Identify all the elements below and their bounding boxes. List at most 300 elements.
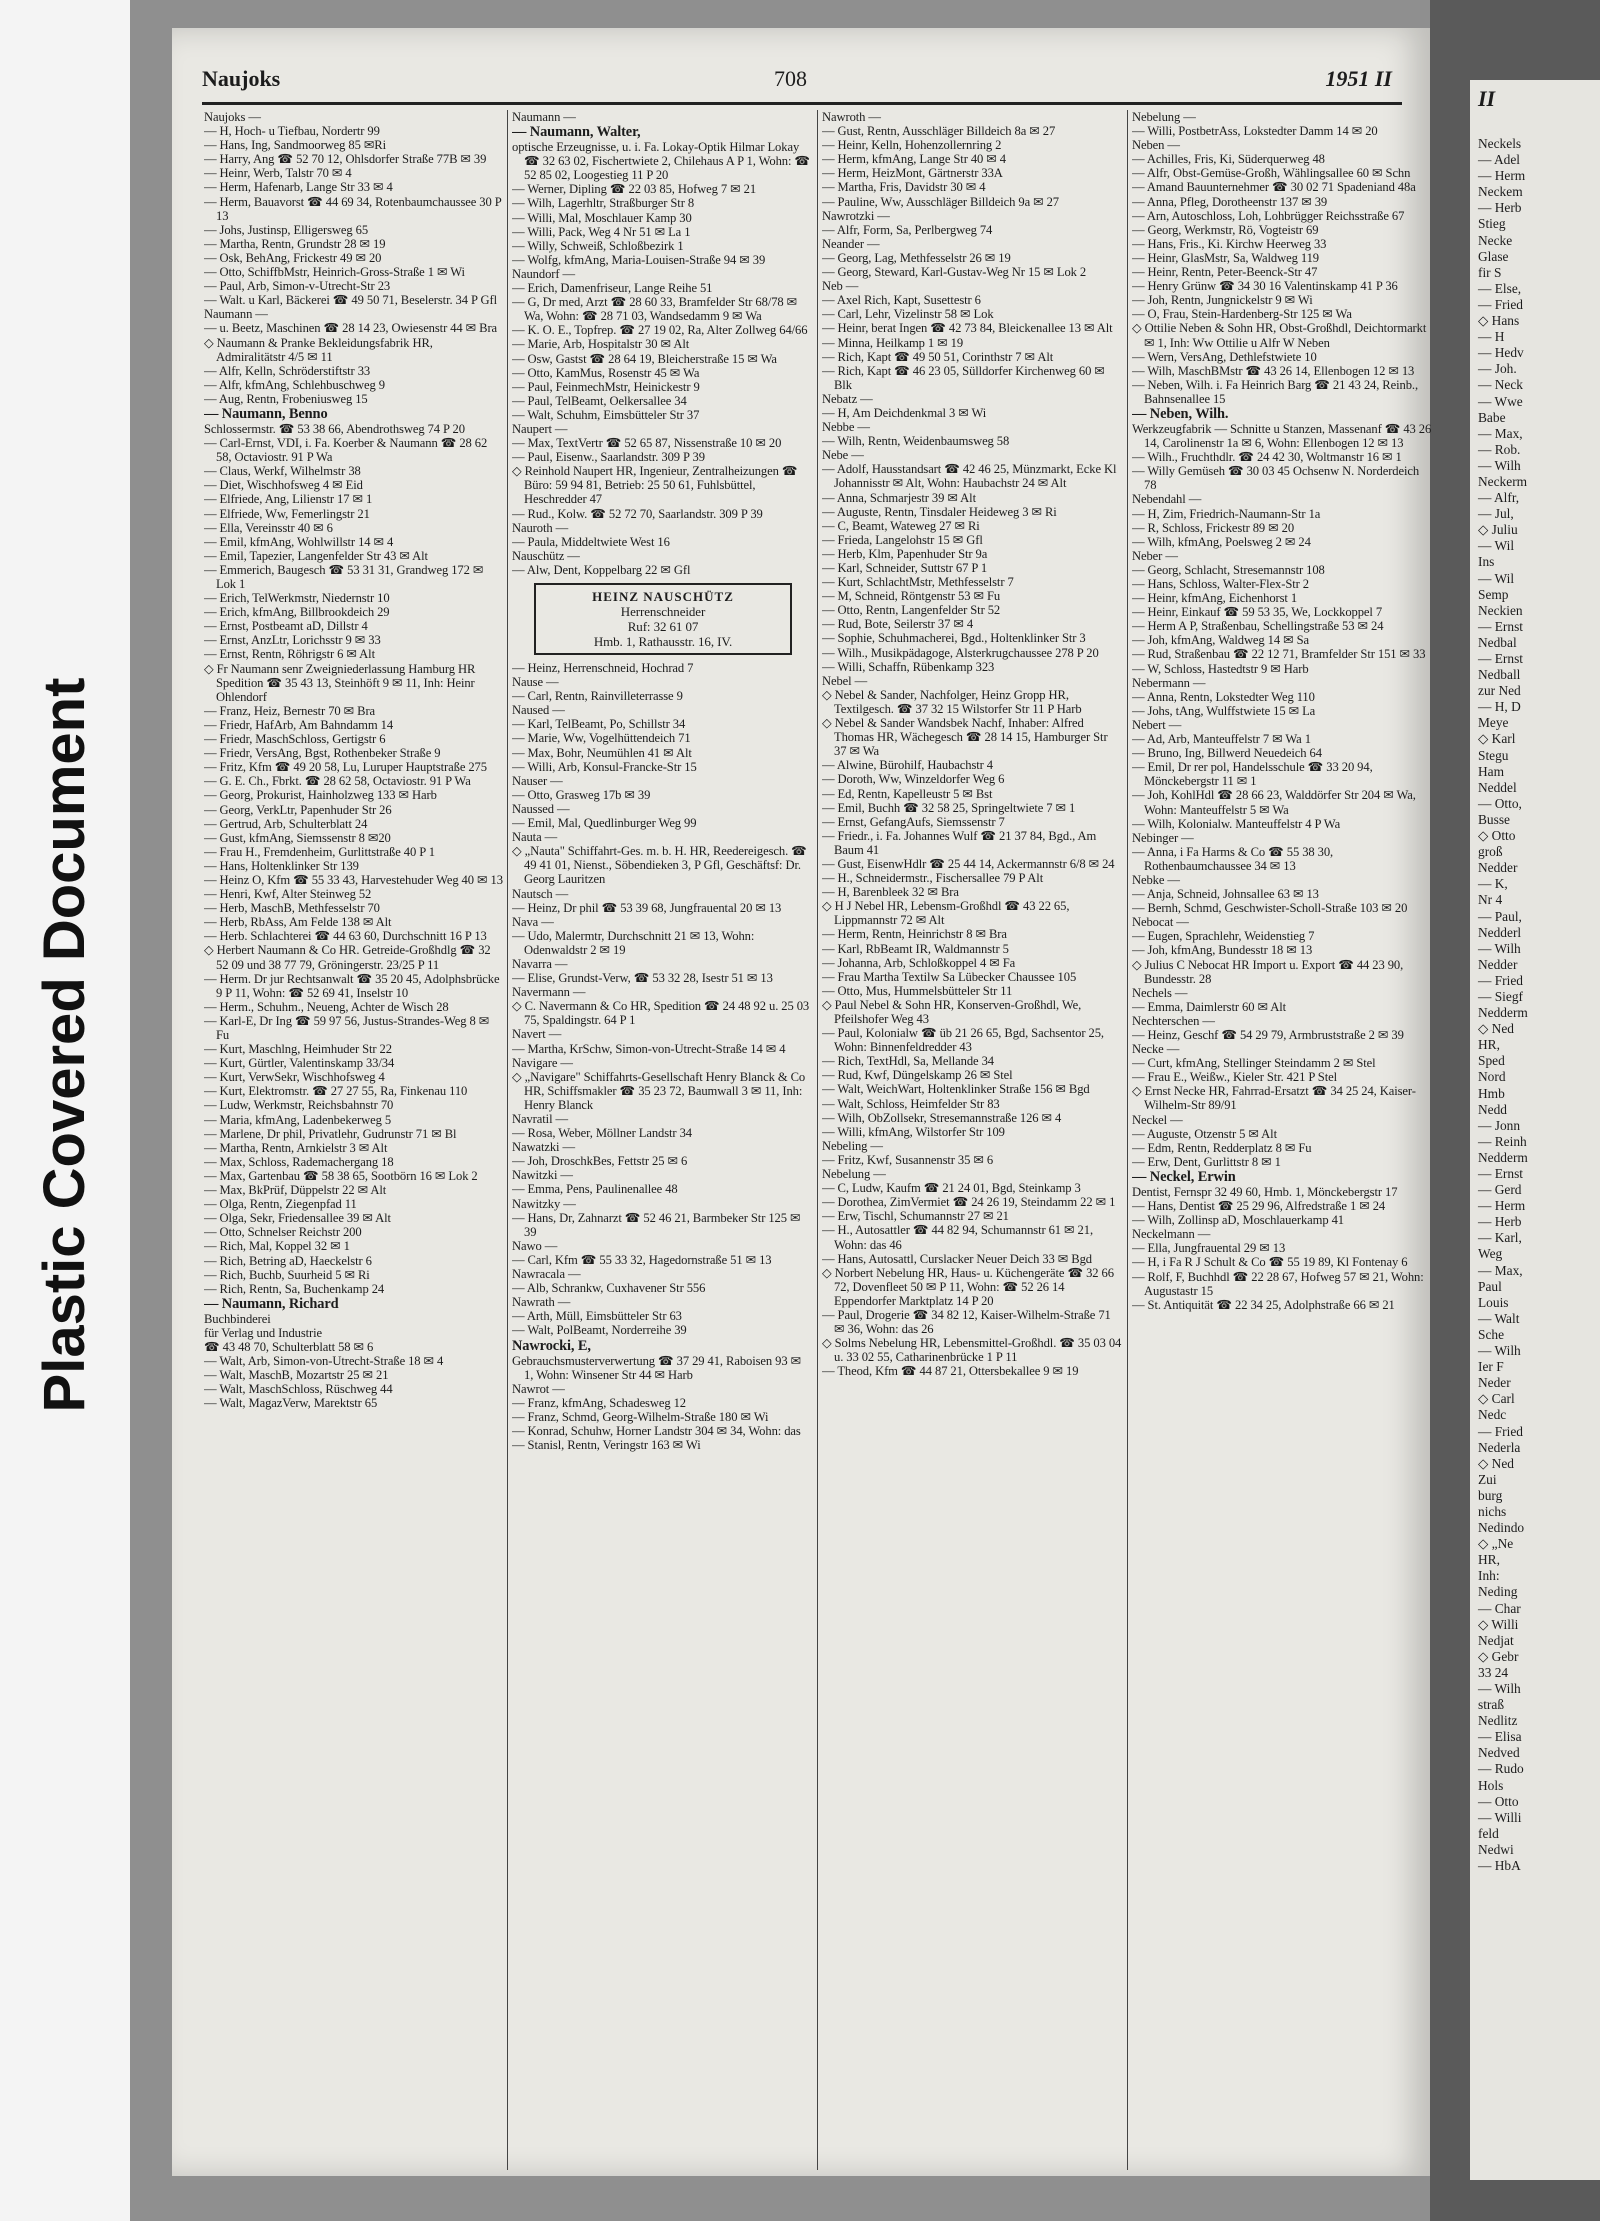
next-page-line: ◇ Ned xyxy=(1478,1021,1514,1037)
directory-entry: — Wilh, Rentn, Weidenbaumsweg 58 xyxy=(822,434,1010,449)
directory-entry: — Ella, Jungfrauental 29 ✉ 13 xyxy=(1132,1241,1286,1256)
directory-entry: — H, Zim, Friedrich-Naumann-Str 1a xyxy=(1132,506,1321,521)
column-divider xyxy=(817,110,818,2170)
directory-entry: — Kurt, Maschlng, Heimhuder Str 22 xyxy=(204,1042,392,1057)
surname-heading: Nechterschen — xyxy=(1132,1013,1215,1028)
surname-heading: Nawrath — xyxy=(512,1295,571,1310)
directory-entry: — Anna, Schmarjestr 39 ✉ Alt xyxy=(822,490,976,505)
next-page-line: — Ernst xyxy=(1478,618,1524,634)
next-page-line: — Ernst xyxy=(1478,651,1524,666)
directory-entry: — Heinz, Dr phil ☎ 53 39 68, Jungfrauental 20 ✉ 13 xyxy=(512,900,782,915)
header-rule xyxy=(202,102,1402,105)
next-page-line: Stegu xyxy=(1478,747,1509,763)
next-page-line: — Max, xyxy=(1478,1262,1523,1278)
directory-entry: — Willy Gemüseh ☎ 30 03 45 Ochsenw N. Norderdeich 78 xyxy=(1132,464,1420,493)
surname-heading: Nauta — xyxy=(512,830,558,845)
next-page-line: Paul xyxy=(1478,1278,1502,1294)
next-page-fragment xyxy=(1470,80,1600,2180)
directory-entry: — Rich, Betring aD, Haeckelstr 6 xyxy=(204,1253,372,1268)
directory-entry: — Martha, Rentn, Arnkielstr 3 ✉ Alt xyxy=(204,1140,388,1155)
next-page-line: — Fried xyxy=(1478,972,1524,988)
directory-entry: — Bernh, Schmd, Geschwister-Scholl-Straße 103 ✉ 20 xyxy=(1132,901,1408,916)
column-divider xyxy=(507,110,508,2170)
directory-entry: — Osk, BehAng, Frickestr 49 ✉ 20 xyxy=(204,250,382,265)
directory-entry: — Alwine, Bürohilf, Haubachstr 4 xyxy=(822,758,993,773)
directory-entry: — H, Am Deichdenkmal 3 ✉ Wi xyxy=(822,405,987,420)
directory-entry: — Joh, Rentn, Jungnickelstr 9 ✉ Wi xyxy=(1132,293,1313,308)
directory-entry: — Emil, Tapezier, Langenfelder Str 43 ✉ Alt xyxy=(204,548,428,563)
directory-entry: — Olga, Sekr, Friedensallee 39 ✉ Alt xyxy=(204,1211,391,1226)
surname-heading: Navigare — xyxy=(512,1055,573,1070)
next-page-line: — Willi xyxy=(1478,1809,1522,1825)
directory-entry: — Willi, PostbetrAss, Lokstedter Damm 14 ✉ 20 xyxy=(1132,124,1378,139)
directory-entry: — Ad, Arb, Manteuffelstr 7 ✉ Wa 1 xyxy=(1132,732,1311,747)
directory-entry: — Ed, Rentn, Kapelleustr 5 ✉ Bst xyxy=(822,786,993,801)
directory-entry: — Rich, Kapt ☎ 46 23 05, Sülldorfer Kirchenweg 60 ✉ Blk xyxy=(822,363,1105,392)
next-page-line: Neckels xyxy=(1478,136,1522,151)
directory-entry: — Emil, Dr rer pol, Handelsschule ☎ 33 20 94, Mönckebergstr 11 ✉ 1 xyxy=(1132,760,1373,789)
directory-entry: — Sophie, Schuhmacherei, Bgd., Holtenklinker Str 3 xyxy=(822,631,1086,646)
directory-entry: — Willi, Schaffn, Rübenkamp 323 xyxy=(822,659,995,674)
directory-entry: — Otto, KamMus, Rosenstr 45 ✉ Wa xyxy=(512,365,700,380)
directory-entry: — Georg, VerkLtr, Papenhuder Str 26 xyxy=(204,802,392,817)
directory-entry: — Herm, Rentn, Heinrichstr 8 ✉ Bra xyxy=(822,927,1007,942)
next-page-line: — Wilh xyxy=(1478,940,1521,956)
directory-entry: ◇ Solms Nebelung HR, Lebensmittel-Großhdl. ☎ 35 03 04 u. 33 02 55, Catharinenbrücke 1 P 11 xyxy=(822,1336,1122,1365)
directory-entry: — Herm A P, Straßenbau, Schellingstraße 53 ✉ 24 xyxy=(1132,619,1384,634)
directory-entry: — Hans, Dentist ☎ 25 29 96, Alfredstraße 1 ✉ 24 xyxy=(1132,1199,1386,1214)
directory-entry: — Franz, kfmAng, Schadesweg 12 xyxy=(512,1395,686,1410)
directory-entry: — Rich, TextHdl, Sa, Mellande 34 xyxy=(822,1054,994,1069)
surname-heading: Nebelung — xyxy=(822,1167,886,1182)
directory-entry: — Martha, KrSchw, Simon-von-Utrecht-Straße 14 ✉ 4 xyxy=(512,1041,786,1056)
next-page-line: — Herm xyxy=(1478,168,1526,184)
next-page-line: Ins xyxy=(1478,554,1495,570)
next-page-line: Busse xyxy=(1478,811,1510,827)
directory-entry: — Udo, Malermtr, Durchschnitt 21 ✉ 13, Wohn: Odenwaldstr 2 ✉ 19 xyxy=(512,928,755,957)
next-page-line: Babe xyxy=(1478,409,1506,425)
directory-entry: — Carl, Kfm ☎ 55 33 32, Hagedornstraße 51 ✉ 13 xyxy=(512,1252,772,1267)
directory-entry: — Max, Schloss, Rademachergang 18 xyxy=(204,1154,394,1169)
directory-entry: — Paul, Eisenw., Saarlandstr. 309 P 39 xyxy=(512,450,705,465)
next-page-line: Nedderm xyxy=(1478,1005,1528,1021)
surname-heading: Nause — xyxy=(512,675,559,690)
directory-entry: — Paul, Kolonialw ☎ üb 21 26 65, Bgd, Sachsentor 25, Wohn: Binnenfeldredder 43 xyxy=(822,1026,1104,1055)
surname-heading: Nechels — xyxy=(1132,985,1188,1000)
directory-entry: — Willy, Schweiß, Schloßbezirk 1 xyxy=(512,238,684,253)
next-page-line: — Elisa xyxy=(1478,1729,1522,1745)
directory-entry: — Otto, SchiffbMstr, Heinrich-Gross-Straße 1 ✉ Wi xyxy=(204,265,465,280)
directory-entry: — Walt, PolBeamt, Norderreihe 39 xyxy=(512,1323,687,1338)
directory-entry: — Konrad, Schuhw, Horner Landstr 304 ✉ 34, Wohn: das xyxy=(512,1423,801,1438)
next-page-line: — Max, xyxy=(1478,425,1523,441)
directory-entry: — Otto, Rentn, Langenfelder Str 52 xyxy=(822,603,1001,618)
directory-entry: — Marie, Arb, Hospitalstr 30 ✉ Alt xyxy=(512,337,690,352)
directory-entry: — Werner, Dipling ☎ 22 03 85, Hofweg 7 ✉ 21 xyxy=(512,182,757,197)
directory-entry: — Emil, Buchh ☎ 32 58 25, Springeltwiete 7 ✉ 1 xyxy=(822,800,1076,815)
directory-entry: — Johs, tAng, Wulffstwiete 15 ✉ La xyxy=(1132,703,1316,718)
next-page-line: Ham xyxy=(1478,763,1505,779)
directory-entry: — Max, Bohr, Neumühlen 41 ✉ Alt xyxy=(512,745,692,760)
advertisement-line: Herrenschneider xyxy=(620,604,706,619)
directory-entry: — Walt, MaschSchloss, Rüschweg 44 xyxy=(204,1382,393,1397)
directory-entry: — Kurt, Gürtler, Valentinskamp 33/34 xyxy=(204,1056,395,1071)
directory-entry: — Walt, Schuhm, Eimsbütteler Str 37 xyxy=(512,407,700,422)
header-name: Naujoks xyxy=(202,66,281,91)
next-page-line: Inh: xyxy=(1478,1568,1500,1584)
directory-entry: — Joh, kfmAng, Bundesstr 18 ✉ 13 xyxy=(1132,943,1313,958)
surname-heading: Navermann — xyxy=(512,985,586,1000)
directory-entry: — Arn, Autoschloss, Loh, Lohbrügger Reichsstraße 67 xyxy=(1132,208,1405,223)
directory-entry: — Wolfg, kfmAng, Maria-Louisen-Straße 94 ✉ 39 xyxy=(512,252,766,267)
directory-entry: — Friedr, HafArb, Am Bahndamm 14 xyxy=(204,717,394,732)
directory-entry: — Elfriede, Ww, Femerlingstr 21 xyxy=(204,506,370,521)
next-page-text xyxy=(1478,136,1600,1874)
directory-entry: — Hans, Schloss, Walter-Flex-Str 2 xyxy=(1132,577,1309,591)
next-page-header: II xyxy=(1478,86,1496,111)
directory-entry: — Aug, Rentn, Frobeniusweg 15 xyxy=(204,391,368,406)
next-page-line: — Fried xyxy=(1478,1423,1524,1439)
directory-entry: — Curt, kfmAng, Stellinger Steindamm 2 ✉ Stel xyxy=(1132,1056,1376,1071)
directory-entry: — Max, Gartenbau ☎ 58 38 65, Sootbörn 16 ✉ Lok 2 xyxy=(204,1168,478,1183)
next-page-line: ◇ „Ne xyxy=(1478,1536,1514,1552)
directory-entry: — Frieda, Langelohstr 15 ✉ Gfl xyxy=(822,532,983,547)
directory-entry: — Georg, Werkmstr, Rö, Vogteistr 69 xyxy=(1132,222,1319,237)
directory-entry: optische Erzeugnisse, u. i. Fa. Lokay-Optik Hilmar Lokay ☎ 32 63 02, Fischertwiete 2, Chilehaus A P 1, Wohn: ☎ 52 85 02, Loogestieg 11 P 20 xyxy=(512,140,811,183)
surname-heading: Nautsch — xyxy=(512,886,569,901)
directory-entry: — Rich, Mal, Koppel 32 ✉ 1 xyxy=(204,1239,350,1254)
advertisement-line: Ruf: 32 61 07 xyxy=(627,619,699,634)
directory-entry: — Walt, Schloss, Heimfelder Str 83 xyxy=(822,1096,1000,1111)
next-page-line: Nedlitz xyxy=(1478,1713,1518,1729)
surname-heading: Naujoks — xyxy=(204,110,261,124)
directory-entry: — Kurt, SchlachtMstr, Methfesselstr 7 xyxy=(822,575,1014,590)
directory-entry: — Carl-Ernst, VDI, i. Fa. Koerber & Naumann ☎ 28 62 58, Octaviostr. 91 P Wa xyxy=(204,436,488,465)
surname-heading: Nawrotzki — xyxy=(822,208,890,223)
next-page-line: — Char xyxy=(1478,1600,1521,1616)
directory-entry: — Heinr, kfmAng, Eichenhorst 1 xyxy=(1132,591,1298,606)
next-page-line: Nord xyxy=(1478,1069,1506,1085)
directory-entry: — Alfr, Kelln, Schröderstiftstr 33 xyxy=(204,363,371,378)
directory-entry: — Kurt, VerwSekr, Wischhofsweg 4 xyxy=(204,1070,385,1085)
directory-entry: — Walt, WeichWart, Holtenklinker Straße 156 ✉ Bgd xyxy=(822,1082,1090,1097)
directory-entry: — H., Schneidermstr., Fischersallee 79 P Alt xyxy=(822,871,1044,886)
directory-page xyxy=(172,28,1430,2176)
directory-entry: — Anna, Rentn, Lokstedter Weg 110 xyxy=(1132,689,1315,704)
directory-entry: ◇ „Nauta" Schiffahrt-Ges. m. b. H. HR, Reedereigesch. ☎ 49 41 01, Nienst., Söbendieken 3, P Gfl, Geschäftsf: Dr. Georg Lauritzen xyxy=(512,844,807,887)
next-page-line: — Wwe xyxy=(1478,393,1523,409)
directory-entry: — Hans, Ing, Sandmoorweg 85 ✉Ri xyxy=(204,138,387,153)
directory-entry: — Herb, RbAss, Am Felde 138 ✉ Alt xyxy=(204,915,392,930)
next-page-line: zur Ned xyxy=(1478,683,1521,699)
directory-entry: — Stanisl, Rentn, Veringstr 163 ✉ Wi xyxy=(512,1438,701,1453)
directory-entry: — Naumann, Walter, xyxy=(512,124,641,141)
next-page-line: Ier F xyxy=(1478,1359,1504,1375)
directory-entry: — Bruno, Ing, Billwerd Neuedeich 64 xyxy=(1132,746,1322,761)
directory-entry: — Ernst, AnzLtr, Lorichsstr 9 ✉ 33 xyxy=(204,633,381,648)
directory-entry: — Henri, Kwf, Alter Steinweg 52 xyxy=(204,887,372,902)
directory-entry: — Walt, MaschB, Mozartstr 25 ✉ 21 xyxy=(204,1368,389,1383)
directory-entry: — Amand Bauunternehmer ☎ 30 02 71 Spadeniand 48a xyxy=(1132,180,1416,195)
directory-entry: — Alfr, Form, Sa, Perlbergweg 74 xyxy=(822,222,993,237)
directory-entry: ◇ Nebel & Sander, Nachfolger, Heinz Gropp HR, Textilgesch. ☎ 37 32 15 Wilstorfer Str 11 P Harb xyxy=(822,687,1082,716)
directory-entry: — Gertrud, Arb, Schulterblatt 24 xyxy=(204,816,368,831)
directory-entry: — Herm, HeizMont, Gärtnerstr 33A xyxy=(822,166,1003,181)
next-page-line: ◇ Gebr xyxy=(1478,1648,1519,1664)
directory-entry: — u. Beetz, Maschinen ☎ 28 14 23, Owiesenstr 44 ✉ Bra xyxy=(204,321,498,336)
next-page-line: Neddel xyxy=(1478,779,1517,795)
next-page-line: ◇ Juliu xyxy=(1478,522,1518,538)
directory-entry: — Maria, kfmAng, Ladenbekerweg 5 xyxy=(204,1112,392,1127)
next-page-line: Nedjat xyxy=(1478,1632,1514,1648)
directory-entry: — Henry Grünw ☎ 34 30 16 Valentinskamp 41 P 36 xyxy=(1132,279,1398,294)
directory-entry: — Erw, Tischl, Schumannstr 27 ✉ 21 xyxy=(822,1209,1009,1224)
directory-entry: — C, Ludw, Kaufm ☎ 21 24 01, Bgd, Steinkamp 3 xyxy=(822,1181,1081,1196)
directory-entry: — O, Frau, Stein-Hardenberg-Str 125 ✉ Wa xyxy=(1132,307,1352,322)
directory-entry: — Neben, Wilh. xyxy=(1132,405,1229,422)
directory-entry: — Max, BkPrüf, Düppelstr 22 ✉ Alt xyxy=(204,1183,387,1198)
directory-entry: — Alb, Schrankw, Cuxhavener Str 556 xyxy=(512,1281,706,1296)
directory-entry: — Otto, Grasweg 17b ✉ 39 xyxy=(512,787,651,802)
next-page-line: — HbA xyxy=(1478,1858,1521,1874)
directory-entry: — Herm., Schuhm., Neueng, Achter de Wisch 28 xyxy=(204,999,449,1014)
directory-entry: — Hans, Autosattl, Curslacker Neuer Deich 33 ✉ Bgd xyxy=(822,1251,1092,1266)
directory-entry: — Georg, Prokurist, Hainholzweg 133 ✉ Harb xyxy=(204,788,437,803)
next-page-line: — Ernst xyxy=(1478,1166,1524,1181)
directory-entry: — Erw, Dent, Gurlittstr 8 ✉ 1 xyxy=(1132,1154,1281,1169)
surname-heading: Nebatz — xyxy=(822,391,873,406)
directory-entry: — Max, TextVertr ☎ 52 65 87, Nissenstraße 10 ✉ 20 xyxy=(512,436,782,451)
directory-entry: — Carl, Lehr, Vizelinstr 58 ✉ Lok xyxy=(822,307,994,322)
next-page-line: — Wil xyxy=(1478,570,1515,586)
next-page-line: — Paul, xyxy=(1478,908,1522,924)
directory-entry: — Karl, RbBeamt IR, Waldmannstr 5 xyxy=(822,941,1009,956)
directory-entry: — Neben, Wilh. i. Fa Heinrich Barg ☎ 21 43 24, Reinb., Bahnsenallee 15 xyxy=(1132,377,1418,406)
directory-entry: — Frau E., Weißw., Kieler Str. 421 P Stel xyxy=(1132,1070,1337,1085)
surname-heading: Nebermann — xyxy=(1132,675,1206,690)
directory-entry: — Heinz, Herrenschneid, Hochrad 7 xyxy=(512,661,694,675)
directory-entry: — Georg, Schlacht, Stresemannstr 108 xyxy=(1132,562,1325,577)
directory-entry: — Wilh, Zollinsp aD, Moschlauerkamp 41 xyxy=(1132,1213,1344,1228)
directory-entry: — Gust, EisenwHdlr ☎ 25 44 14, Ackermannstr 6/8 ✉ 24 xyxy=(822,856,1115,871)
directory-entry: — Heinz, Geschf ☎ 54 29 79, Armbruststraße 2 ✉ 39 xyxy=(1132,1028,1404,1042)
directory-entry: Nawrocki, E, xyxy=(512,1337,591,1354)
directory-entry: — Ernst, GefangAufs, Siemssenstr 7 xyxy=(822,814,1005,829)
directory-entry: — Karl-E, Dr Ing ☎ 59 97 56, Justus-Strandes-Weg 8 ✉ Fu xyxy=(204,1013,490,1042)
directory-entry: — Wern, VersAng, Dethlefstwiete 10 xyxy=(1132,349,1317,364)
directory-entry: — Marlene, Dr phil, Privatlehr, Gudrunstr 71 ✉ Bl xyxy=(204,1126,457,1141)
next-page-line: — Neck xyxy=(1478,377,1523,393)
surname-heading: Nawracala — xyxy=(512,1267,581,1282)
next-page-line: Nedc xyxy=(1478,1407,1507,1423)
next-page-line: — Wilh xyxy=(1478,1343,1521,1359)
surname-heading: Nebeling — xyxy=(822,1138,883,1153)
next-page-line: Zui xyxy=(1478,1471,1497,1487)
directory-entry: — Ella, Vereinsstr 40 ✉ 6 xyxy=(204,520,333,535)
directory-entry: — H, i Fa R J Schult & Co ☎ 55 19 89, Kl Fontenay 6 xyxy=(1132,1255,1408,1270)
directory-entry: — Rich, Rentn, Sa, Buchenkamp 24 xyxy=(204,1281,385,1296)
next-page-line: — Wilh xyxy=(1478,457,1521,473)
directory-entry: — Alfr, Obst-Gemüse-Großh, Wählingsallee 60 ✉ Schn xyxy=(1132,166,1411,181)
directory-entry: — Heinr, GlasMstr, Sa, Waldweg 119 xyxy=(1132,250,1319,265)
directory-entry: — Paul, Arb, Simon-v-Utrecht-Str 23 xyxy=(204,279,391,294)
directory-entry: — Wilh., Musikpädagoge, Alsterkrugchaussee 278 P 20 xyxy=(822,645,1099,660)
directory-entry: — Karl, Schneider, Suttstr 67 P 1 xyxy=(822,561,988,575)
next-page-line: Nedder xyxy=(1478,860,1518,876)
next-page-line: — Herb xyxy=(1478,200,1522,216)
surname-heading: Nawatzki — xyxy=(512,1140,575,1155)
directory-entry: — Otto, Mus, Hummelsbütteler Str 11 xyxy=(822,983,1013,998)
directory-entry: Gebrauchsmusterverwertung ☎ 37 29 41, Raboisen 93 ✉ 1, Wohn: Winsener Str 44 ✉ Harb xyxy=(512,1353,802,1382)
directory-entry: — C, Beamt, Wateweg 27 ✉ Ri xyxy=(822,518,980,533)
directory-entry: — K. O. E., Topfrep. ☎ 27 19 02, Ra, Alter Zollweg 64/66 xyxy=(512,323,808,338)
next-page-line: Glase xyxy=(1478,248,1509,264)
next-page-line: — Joh. xyxy=(1478,361,1517,377)
surname-heading: Nebert — xyxy=(1132,717,1182,732)
surname-heading: Nawo — xyxy=(512,1238,558,1253)
directory-entry: — Kurt, Elektromstr. ☎ 27 27 55, Ra, Finkenau 110 xyxy=(204,1084,468,1099)
directory-entry: — Rud, Straßenbau ☎ 22 12 71, Bramfelder Str 151 ✉ 33 xyxy=(1132,647,1426,662)
next-page-line: Semp xyxy=(1478,586,1509,602)
surname-heading: Naused — xyxy=(512,703,565,718)
next-page-line: — Otto, xyxy=(1478,795,1522,811)
directory-entry: — Herb, Klm, Papenhuder Str 9a xyxy=(822,546,988,561)
directory-entry: — Paula, Middeltwiete West 16 xyxy=(512,534,670,549)
directory-entry: — Ludw, Werkmstr, Reichsbahnstr 70 xyxy=(204,1098,394,1113)
next-page-line: feld xyxy=(1478,1825,1499,1841)
directory-entry: — Willi, Pack, Weg 4 Nr 51 ✉ La 1 xyxy=(512,224,691,239)
surname-heading: Neckel — xyxy=(1132,1112,1183,1127)
surname-heading: Naumann — xyxy=(512,110,576,124)
directory-entry: — Herb. Schlachterei ☎ 44 63 60, Durchschnitt 16 P 13 xyxy=(204,929,487,944)
surname-heading: Nauser — xyxy=(512,773,563,788)
next-page-line: — Wil xyxy=(1478,538,1515,554)
next-page-line: — Gerd xyxy=(1478,1182,1522,1198)
next-page-line: Neder xyxy=(1478,1375,1511,1391)
column-3 xyxy=(822,110,1122,2170)
next-page-line: Neckem xyxy=(1478,184,1523,200)
directory-entry: — Pauline, Ww, Ausschläger Billdeich 9a ✉ 27 xyxy=(822,194,1059,209)
directory-entry: — Emil, kfmAng, Wohlwillstr 14 ✉ 4 xyxy=(204,534,394,549)
directory-entry: — Wilh, MaschBMstr ☎ 43 26 14, Ellenbogen 12 ✉ 13 xyxy=(1132,363,1415,378)
directory-entry: — Walt, Arb, Simon-von-Utrecht-Straße 18 ✉ 4 xyxy=(204,1354,444,1369)
directory-entry: Werkzeugfabrik — Schnitte u Stanzen, Massenanf ☎ 43 26 14, Carolinenstr 1a ✉ 6, Wohn: Ellenbogen 12 ✉ 13 xyxy=(1132,421,1432,451)
directory-entry: — Carl, Rentn, Rainvilleterrasse 9 xyxy=(512,689,683,704)
next-page-line: Meye xyxy=(1478,715,1509,731)
next-page-line: Weg xyxy=(1478,1246,1503,1262)
directory-entry: — G, Dr med, Arzt ☎ 28 60 33, Bramfelder Str 68/78 ✉ Wa, Wohn: ☎ 28 71 03, Wandsedamm 9 ✉ Wa xyxy=(512,295,798,324)
directory-entry: — Wilh, Kolonialw. Manteuffelstr 4 P Wa xyxy=(1132,816,1341,831)
directory-entry: ◇ Reinhold Naupert HR, Ingenieur, Zentralheizungen ☎ Büro: 59 94 81, Betrieb: 25 50 61, Fuhlsbüttel, Heschredder 47 xyxy=(512,464,798,507)
directory-entry: — Heinz O, Kfm ☎ 55 33 43, Harvestehuder Weg 40 ✉ 13 xyxy=(204,872,503,887)
directory-entry: — Osw, Gastst ☎ 28 64 19, Bleicherstraße 15 ✉ Wa xyxy=(512,351,777,366)
directory-entry: — Claus, Werkf, Wilhelmstr 38 xyxy=(204,464,361,479)
next-page-line: ◇ Carl xyxy=(1478,1391,1515,1407)
surname-heading: Nebe — xyxy=(822,448,864,463)
surname-heading: Nebendahl — xyxy=(1132,492,1202,507)
directory-entry: — Walt. u Karl, Bäckerei ☎ 49 50 71, Beselerstr. 34 P Gfl xyxy=(204,293,497,308)
directory-entry: — Diet, Wischhofsweg 4 ✉ Eid xyxy=(204,478,363,493)
surname-heading: Naundorf — xyxy=(512,266,576,281)
directory-entry: — Axel Rich, Kapt, Susettestr 6 xyxy=(822,293,981,308)
next-page-line: — Fried xyxy=(1478,296,1524,312)
directory-entry: — Wilh, kfmAng, Poelsweg 2 ✉ 24 xyxy=(1132,534,1311,549)
directory-entry: — H., Autosattler ☎ 44 82 94, Schumannstr 61 ✉ 21, Wohn: das 46 xyxy=(822,1223,1093,1252)
next-page-line: — Rob. xyxy=(1478,441,1521,457)
directory-entry: — Doroth, Ww, Winzeldorfer Weg 6 xyxy=(822,772,1005,787)
next-page-line: — Jul, xyxy=(1478,506,1514,522)
surname-heading: Navarra — xyxy=(512,956,568,971)
page-number: 708 xyxy=(774,66,807,91)
next-page-line: fir S xyxy=(1478,264,1502,280)
directory-entry: — Franz, Heiz, Bernestr 70 ✉ Bra xyxy=(204,703,376,718)
directory-entry: — Naumann, Benno xyxy=(204,405,328,422)
next-page-line: — Herm xyxy=(1478,1198,1526,1214)
directory-entry: — Rich, Buchb, Suurheid 5 ✉ Ri xyxy=(204,1267,370,1282)
next-page-line: — Jonn xyxy=(1478,1117,1521,1133)
next-page-line: ◇ Karl xyxy=(1478,731,1516,747)
directory-entry: — Heinr, berat Ingen ☎ 42 73 84, Bleickenallee 13 ✉ Alt xyxy=(822,321,1113,336)
directory-entry: — Emma, Pens, Paulinenallee 48 xyxy=(512,1182,678,1197)
next-page-line: — Else, xyxy=(1478,280,1522,296)
surname-heading: Necke — xyxy=(1132,1042,1180,1057)
directory-entry: ◇ Nebel & Sander Wandsbek Nachf, Inhaber: Alfred Thomas HR, Wächegesch ☎ 28 14 15, Hamburger Str 37 ✉ Wa xyxy=(822,716,1108,759)
directory-entry: — Wilh., Fruchthdlr. ☎ 24 42 30, Woltmanstr 16 ✉ 1 xyxy=(1132,450,1402,465)
directory-entry: — Martha, Fris, Davidstr 30 ✉ 4 xyxy=(822,180,986,195)
directory-entry: — Rich, Kapt ☎ 49 50 51, Corinthstr 7 ✉ Alt xyxy=(822,349,1054,364)
directory-entry: — Paul, TelBeamt, Oelkersallee 34 xyxy=(512,393,687,408)
next-page-line: — Siegf xyxy=(1478,988,1524,1004)
column-divider xyxy=(1127,110,1128,2170)
directory-entry: ◇ Fr Naumann senr Zweigniederlassung Hamburg HR Spedition ☎ 35 43 13, Steinhöft 9 ✉ 11, Inh: Heinr Ohlendorf xyxy=(204,661,476,704)
directory-entry: — Gust, kfmAng, Siemssenstr 8 ✉20 xyxy=(204,830,391,845)
next-page-line: groß xyxy=(1478,844,1503,860)
next-page-line: HR, xyxy=(1478,1552,1500,1568)
directory-entry: — Johanna, Arb, Schloßkoppel 4 ✉ Fa xyxy=(822,955,1016,970)
next-page-line: — Otto xyxy=(1478,1793,1519,1809)
side-label: Plastic Covered Document xyxy=(32,677,97,1413)
directory-entry: — Arth, Müll, Eimsbütteler Str 63 xyxy=(512,1309,682,1324)
directory-entry: — Elfriede, Ang, Lilienstr 17 ✉ 1 xyxy=(204,492,373,507)
advertisement-line: Hmb. 1, Rathausstr. 16, IV. xyxy=(593,634,733,649)
directory-entry: — Fritz, Kwf, Susannenstr 35 ✉ 6 xyxy=(822,1152,994,1167)
directory-entry: — Hans, Dr, Zahnarzt ☎ 52 46 21, Barmbeker Str 125 ✉ 39 xyxy=(512,1210,801,1239)
directory-entry: ◇ Herbert Naumann & Co HR. Getreide-Großhdlg ☎ 32 52 09 und 38 77 79, Gröningerstr. 23/25 P 11 xyxy=(204,943,491,972)
directory-entry: — Eugen, Sprachlehr, Weidenstieg 7 xyxy=(1132,929,1315,944)
directory-entry: — Herm. Dr jur Rechtsanwalt ☎ 35 20 45, Adolphsbrücke 9 P 11, Wohn: ☎ 52 69 41, Inselstr 10 xyxy=(204,971,500,1000)
directory-entry: — Rud, Kwf, Düngelskamp 26 ✉ Stel xyxy=(822,1068,1013,1083)
surname-heading: Nebinger — xyxy=(1132,830,1194,845)
directory-entry: — Friedr, VersAng, Bgst, Rothenbeker Straße 9 xyxy=(204,746,441,761)
surname-heading: Nawrot — xyxy=(512,1381,565,1396)
next-page-line: Necke xyxy=(1478,232,1513,248)
next-page-line: Nedderl xyxy=(1478,924,1522,940)
directory-entry: — Willi, kfmAng, Wilstorfer Str 109 xyxy=(822,1124,1005,1139)
directory-entry: — Fritz, Kfm ☎ 49 20 58, Lu, Luruper Hauptstraße 275 xyxy=(204,760,487,775)
directory-entry: — Joh, KohlHdl ☎ 28 66 23, Walddörfer Str 204 ✉ Wa, Wohn: Manteuffelstr 5 ✉ Wa xyxy=(1132,788,1416,817)
next-page-line: — Alfr, xyxy=(1478,490,1520,506)
next-page-line: ◇ Willi xyxy=(1478,1616,1519,1632)
directory-entry: — Joh, DroschkBes, Fettstr 25 ✉ 6 xyxy=(512,1154,688,1169)
directory-entry: Schlossermstr. ☎ 53 38 66, Abendrothsweg 74 P 20 xyxy=(204,421,465,436)
directory-entry: — Emma, Daimlerstr 60 ✉ Alt xyxy=(1132,999,1287,1014)
next-page-line: nichs xyxy=(1478,1503,1507,1519)
next-page-line: Nedd xyxy=(1478,1101,1508,1117)
column-1 xyxy=(204,110,504,2170)
directory-entry: — Anja, Schneid, Johnsallee 63 ✉ 13 xyxy=(1132,887,1319,902)
next-page-line: Nedder xyxy=(1478,956,1518,972)
next-page-line: Nedbal xyxy=(1478,634,1517,650)
